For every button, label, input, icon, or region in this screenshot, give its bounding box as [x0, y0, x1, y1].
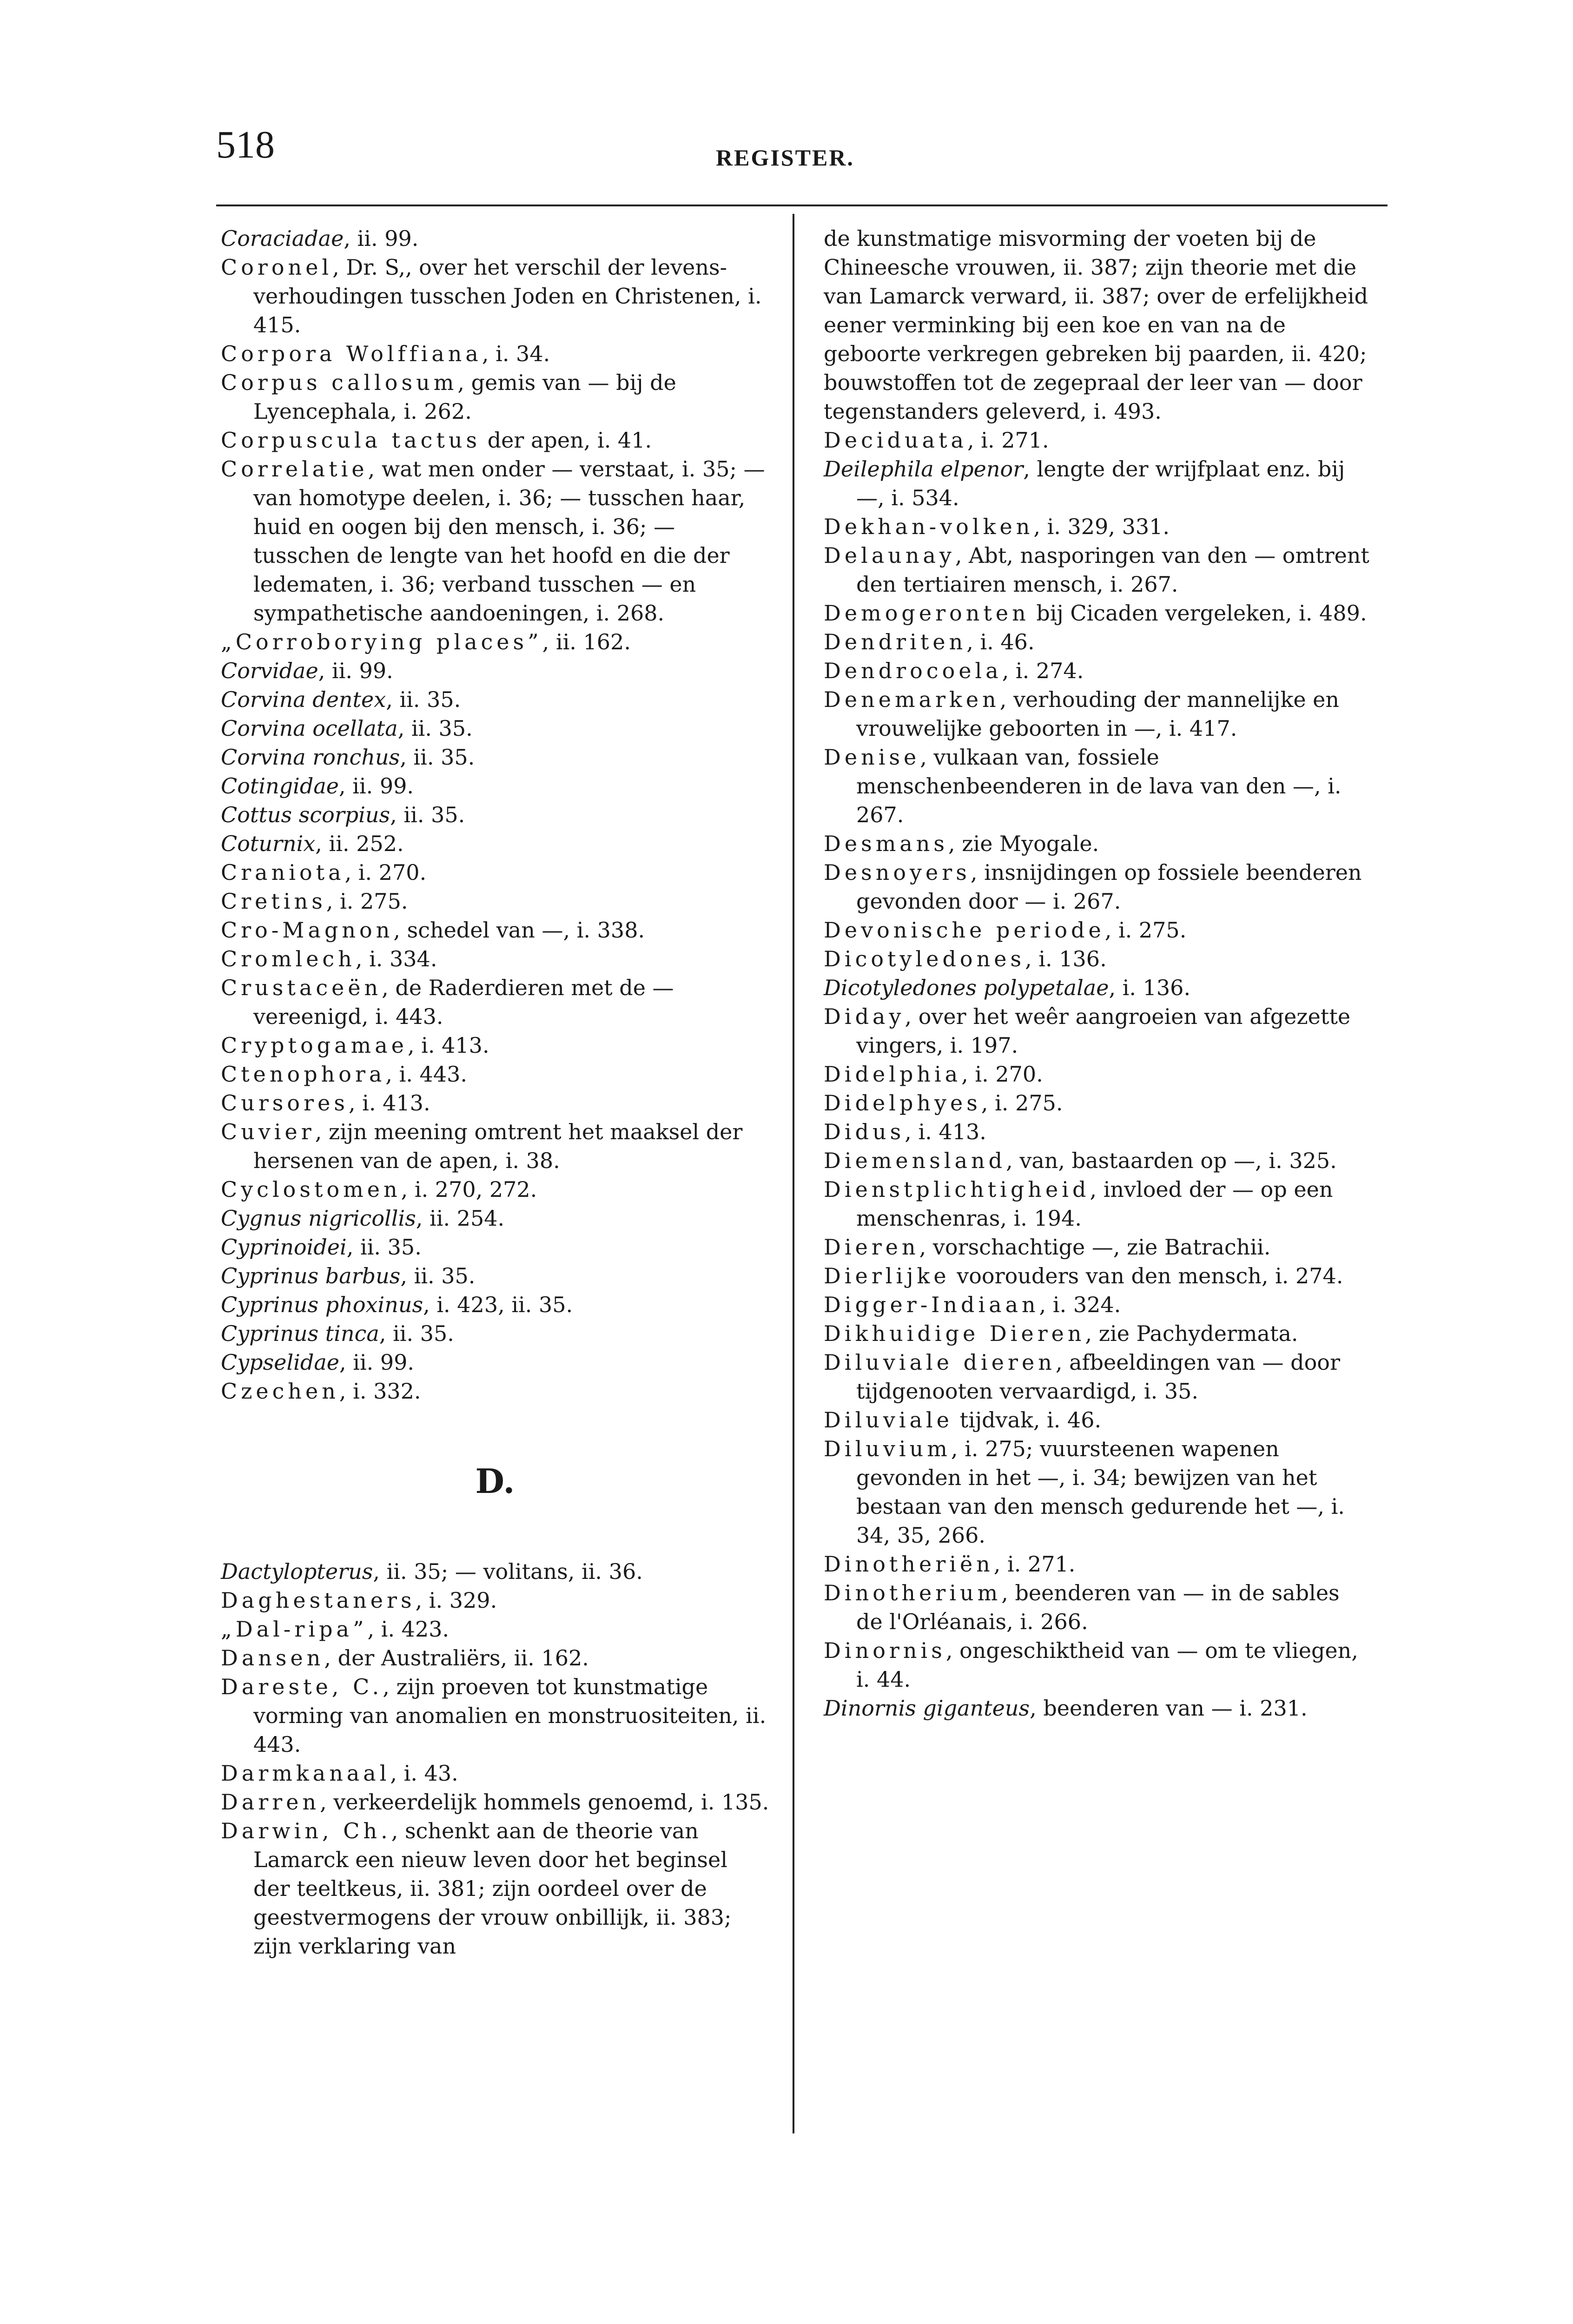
index-entry: [824, 224, 1372, 426]
entry-headword: Cyclostomen: [221, 1177, 401, 1202]
entry-headword: Denise: [824, 745, 920, 770]
entry-text: , i. 270.: [344, 860, 427, 885]
index-entry: [824, 1694, 1372, 1723]
entry-text: , i. 43.: [390, 1761, 458, 1786]
index-entry: [221, 858, 769, 887]
entry-text: , i. 324.: [1039, 1292, 1121, 1317]
entry-text: , ii. 99.: [318, 658, 393, 683]
entry-headword: Coraciadae: [221, 226, 344, 251]
index-entry: [221, 1615, 769, 1644]
entry-text: , invloed der — op een menschenras, i. 194.: [856, 1177, 1333, 1231]
index-entry: [221, 1261, 769, 1290]
entry-headword: Delaunay: [824, 543, 955, 568]
index-entry: [221, 829, 769, 858]
entry-text: tijdvak, i. 46.: [953, 1407, 1102, 1433]
entry-text: , ii. 35.: [400, 1263, 476, 1288]
index-entry: [824, 512, 1372, 541]
entry-headword: Corvina ronchus: [221, 745, 400, 770]
entry-headword: Dikhuidige Dieren: [824, 1321, 1085, 1346]
entry-text: , i. 443.: [385, 1062, 468, 1087]
page-number: 518: [216, 123, 275, 166]
index-entry: [221, 1089, 769, 1117]
entry-headword: Cretins: [221, 889, 326, 914]
entry-headword: Corvidae: [221, 658, 318, 683]
entry-headword: Dactylopterus: [221, 1559, 373, 1584]
entry-headword: Dinotherium: [824, 1580, 1002, 1605]
index-entry: [824, 973, 1372, 1002]
entry-text: , beenderen van — in de sables de l'Orléanais, i. 266.: [856, 1580, 1340, 1634]
entry-text: , insnijdingen op fossiele beenderen gevonden door — i. 267.: [856, 860, 1362, 914]
entry-text: , beenderen van — i. 231.: [1030, 1696, 1308, 1721]
index-entry: [824, 1089, 1372, 1117]
entry-text: , i. 413.: [348, 1090, 430, 1116]
entry-headword: Cursores: [221, 1090, 349, 1116]
entry-headword: Crustaceën: [221, 975, 382, 1000]
entry-headword: Desnoyers: [824, 860, 971, 885]
entry-headword: Dareste, C.: [221, 1674, 383, 1699]
index-entry: [824, 1348, 1372, 1406]
entry-text: , vulkaan van, fossiele menschenbeenderen in de lava van den —, i. 267.: [856, 745, 1342, 827]
right-column: [824, 224, 1372, 1723]
entry-headword: Cyprinus barbus: [221, 1263, 401, 1288]
entry-headword: Didelphyes: [824, 1090, 981, 1116]
entry-text: , i. 329, 331.: [1033, 514, 1170, 539]
entry-headword: Cygnus nigricollis: [221, 1206, 416, 1231]
index-entry: [824, 1233, 1372, 1261]
index-entry: [824, 1146, 1372, 1175]
index-entry: [824, 541, 1372, 599]
index-entry: [824, 627, 1372, 656]
index-entry: [221, 1377, 769, 1406]
entry-headword: Cuvier: [221, 1119, 315, 1144]
entry-text: , verhouding der mannelijke en vrouwelijke geboorten in —, i. 417.: [856, 687, 1340, 741]
entry-text: , ii. 35.: [346, 1235, 422, 1260]
entry-text: , i. 271.: [967, 428, 1049, 453]
index-entry: [221, 1788, 769, 1816]
entry-text: , i. 275.: [981, 1090, 1063, 1116]
entry-text: , i. 332.: [339, 1379, 421, 1404]
index-entry: [221, 1644, 769, 1672]
entry-text: , afbeeldingen van — door tijdgenooten vervaardigd, i. 35.: [856, 1350, 1340, 1404]
index-entry: [221, 455, 769, 627]
entry-text: , i. 334.: [355, 946, 437, 971]
entry-headword: Cypselidae: [221, 1350, 339, 1375]
index-entry: [824, 426, 1372, 455]
entry-text: , zijn proeven tot kunstmatige vorming van anomalien en monstruositeiten, ii. 443.: [253, 1674, 767, 1757]
entry-text: , i. 275; vuursteenen wapenen gevonden in het —, i. 34; bewijzen van het bestaan van den mensch gedurende het —, i. 34, 35, 266.: [856, 1436, 1345, 1548]
entry-text: , ii. 254.: [416, 1206, 505, 1231]
entry-text: , schedel van —, i. 338.: [393, 918, 645, 943]
entry-text: voorouders van den mensch, i. 274.: [950, 1263, 1343, 1288]
index-entry: [824, 1175, 1372, 1233]
entry-headword: Denemarken: [824, 687, 1000, 712]
index-entry: [221, 1204, 769, 1233]
index-entry: [221, 1060, 769, 1089]
index-entry: [221, 339, 769, 368]
index-entry: [221, 656, 769, 685]
entry-text: , de Raderdieren met de — vereenigd, i. 443.: [253, 975, 674, 1029]
index-entry: [221, 772, 769, 800]
index-entry: [221, 426, 769, 455]
entry-headword: Diday: [824, 1004, 905, 1029]
entry-headword: Dienstplichtigheid: [824, 1177, 1090, 1202]
entry-text: , gemis van — bij de Lyencephala, i. 262.: [253, 370, 676, 424]
entry-text: , i. 136.: [1109, 975, 1191, 1000]
entry-text: , ii. 252.: [315, 831, 404, 856]
entry-text: , i. 329.: [415, 1588, 497, 1613]
index-entry: [221, 1290, 769, 1319]
index-entry: [824, 743, 1372, 829]
index-entry: [824, 1578, 1372, 1636]
entry-headword: Corvina dentex: [221, 687, 386, 712]
entry-headword: Demogeronten: [824, 601, 1030, 626]
index-entry: [824, 1434, 1372, 1550]
index-entry: [824, 829, 1372, 858]
entry-text: , zie Pachydermata.: [1085, 1321, 1298, 1346]
entry-headword: Coronel: [221, 255, 333, 280]
entry-headword: Daghestaners: [221, 1588, 416, 1613]
index-entry: [824, 916, 1372, 944]
entry-text: , i. 270, 272.: [401, 1177, 537, 1202]
entry-headword: „Dal-ripa”: [221, 1617, 368, 1642]
entry-headword: Darwin, Ch.: [221, 1818, 391, 1843]
index-entry: [824, 1319, 1372, 1348]
entry-text: , i. 423.: [367, 1617, 449, 1642]
entry-headword: Cro-Magnon: [221, 918, 394, 943]
index-entry: [824, 1060, 1372, 1089]
entry-headword: Darren: [221, 1789, 320, 1815]
index-entry: [221, 1117, 769, 1175]
index-entry: [221, 1816, 769, 1961]
entry-text: , i. 34.: [482, 341, 550, 366]
index-entry: [824, 1002, 1372, 1060]
entry-headword: Diluviale dieren: [824, 1350, 1056, 1375]
entry-headword: Dinornis giganteus: [824, 1696, 1030, 1721]
entry-text: , zijn meening omtrent het maaksel der hersenen van de apen, i. 38.: [253, 1119, 743, 1173]
index-entry: [221, 1175, 769, 1204]
entry-text: , Abt, nasporingen van den — omtrent den tertiairen mensch, i. 267.: [856, 543, 1369, 597]
entry-headword: Coturnix: [221, 831, 316, 856]
entry-headword: Czechen: [221, 1379, 339, 1404]
entry-text: bij Cicaden vergeleken, i. 489.: [1029, 601, 1367, 626]
index-entry: [221, 1759, 769, 1788]
entry-text: , vorschachtige —, zie Batrachii.: [919, 1235, 1271, 1260]
entry-text: , i. 274.: [1002, 658, 1084, 683]
entry-text: , ii. 35.: [390, 802, 465, 827]
entry-headword: Desmans: [824, 831, 948, 856]
entry-text: , van, bastaarden op —, i. 325.: [1006, 1148, 1337, 1173]
entry-headword: Dinornis: [824, 1638, 946, 1663]
index-entry: [221, 1586, 769, 1615]
entry-headword: Dierlijke: [824, 1263, 950, 1288]
entry-headword: Cyprinus phoxinus: [221, 1292, 423, 1317]
index-entry: [824, 1550, 1372, 1578]
index-entry: [221, 887, 769, 916]
entry-text: , i. 136.: [1025, 946, 1107, 971]
entry-headword: Correlatie: [221, 456, 368, 482]
index-entry: [221, 800, 769, 829]
index-entry: [221, 944, 769, 973]
entry-headword: Deciduata: [824, 428, 967, 453]
entry-headword: Dendriten: [824, 629, 967, 654]
index-entry: [221, 1031, 769, 1060]
entry-headword: Craniota: [221, 860, 345, 885]
index-entry: [221, 1672, 769, 1759]
entry-headword: Corpus callosum: [221, 370, 458, 395]
index-entry: [824, 599, 1372, 627]
entry-headword: Deilephila elpenor: [824, 456, 1024, 482]
entry-headword: Cotingidae: [221, 773, 339, 799]
entry-text: der apen, i. 41.: [481, 428, 652, 453]
entry-headword: Ctenophora: [221, 1062, 386, 1087]
index-entry: [221, 1233, 769, 1261]
entry-headword: Cromlech: [221, 946, 356, 971]
entry-text: , verkeerdelijk hommels genoemd, i. 135.: [320, 1789, 769, 1815]
index-entry: [221, 1319, 769, 1348]
entry-text: , wat men onder — verstaat, i. 35; — van homotype deelen, i. 36; — tusschen haar, huid en oogen bij den mensch, i. 36; — tusschen de lengte van het hoofd en die der ledematen, i. 36; verband tusschen — en sympathetische aandoeningen, i. 268.: [253, 456, 765, 626]
index-entry: [221, 627, 769, 656]
entry-headword: Corpora Wolffiana: [221, 341, 482, 366]
running-head: REGISTER.: [716, 145, 854, 171]
entry-text: , zie Myogale.: [948, 831, 1099, 856]
entry-text: , over het weêr aangroeien van afgezette vingers, i. 197.: [856, 1004, 1351, 1058]
index-entry: [824, 1406, 1372, 1434]
entry-headword: Dicotyledones polypetalae: [824, 975, 1109, 1000]
entry-headword: Cyprinus tinca: [221, 1321, 379, 1346]
entry-headword: Didelphia: [824, 1062, 962, 1087]
entry-text: , der Australiërs, ii. 162.: [324, 1645, 589, 1670]
entry-headword: Cryptogamae: [221, 1033, 408, 1058]
entry-text: , i. 423, ii. 35.: [423, 1292, 573, 1317]
entry-text: , ii. 162.: [542, 629, 631, 654]
entry-headword: „Corroborying places”: [221, 629, 542, 654]
entry-text: de kunstmatige misvorming der voeten bij de Chineesche vrouwen, ii. 387; zijn theorie met die van Lamarck verward, ii. 387; over de erfelijkheid eener verminking bij een koe en van na de geboorte verkregen gebreken bij paarden, ii. 420; bouwstoffen tot de zegepraal der leer van — door tegenstanders geleverd, i. 493.: [824, 226, 1368, 424]
entry-text: , i. 270.: [961, 1062, 1043, 1087]
entry-text: , i. 413.: [407, 1033, 489, 1058]
entry-text: , ii. 35.: [379, 1321, 454, 1346]
entry-text: , schenkt aan de theorie van Lamarck een nieuw leven door het beginsel der teeltkeus, ii. 381; zijn oordeel over de geestvermogens der vrouw onbillijk, ii. 383; zijn verklaring van: [253, 1818, 732, 1959]
entry-headword: Darmkanaal: [221, 1761, 390, 1786]
index-entry: [824, 1117, 1372, 1146]
entry-headword: Dinotheriën: [824, 1552, 994, 1577]
entry-headword: Diluviale: [824, 1407, 953, 1433]
entry-headword: Devonische periode: [824, 918, 1105, 943]
entry-text: , ii. 35; — volitans, ii. 36.: [373, 1559, 643, 1584]
entry-text: , ii. 99.: [344, 226, 419, 251]
index-entry: [221, 743, 769, 772]
entry-headword: Cyprinoidei: [221, 1235, 347, 1260]
index-entry: [221, 973, 769, 1031]
index-entry: [221, 1348, 769, 1377]
entry-text: , i. 413.: [905, 1119, 986, 1144]
entry-text: , ii. 99.: [339, 1350, 415, 1375]
column-divider: [793, 214, 794, 2133]
entry-text: , Dr. S,, over het verschil der levens-verhoudingen tusschen Joden en Christenen, i. 415.: [253, 255, 762, 337]
entry-text: , i. 275.: [1104, 918, 1187, 943]
section-letter: D.: [475, 1461, 515, 1501]
index-entry: [221, 714, 769, 743]
entry-headword: Didus: [824, 1119, 905, 1144]
index-entry: [824, 656, 1372, 685]
index-entry: [824, 1261, 1372, 1290]
index-entry: [824, 858, 1372, 916]
index-entry: [221, 685, 769, 714]
entry-text: , ii. 35.: [397, 716, 473, 741]
entry-headword: Corpuscula tactus: [221, 428, 481, 453]
entry-headword: Dieren: [824, 1235, 919, 1260]
index-entry: [221, 916, 769, 944]
entry-text: , lengte der wrijfplaat enz. bij —, i. 534.: [856, 456, 1345, 510]
header-rule: [216, 205, 1388, 206]
entry-text: , ii. 35.: [400, 745, 475, 770]
entry-text: , i. 275.: [326, 889, 408, 914]
entry-text: , ongeschiktheid van — om te vliegen, i. 44.: [856, 1638, 1358, 1692]
index-entry: [824, 685, 1372, 743]
entry-text: , ii. 35.: [386, 687, 461, 712]
entry-text: , ii. 99.: [338, 773, 414, 799]
entry-text: , i. 271.: [993, 1552, 1076, 1577]
index-entry: [221, 1557, 769, 1586]
index-entry: [824, 944, 1372, 973]
entry-headword: Diemensland: [824, 1148, 1006, 1173]
index-entry: [221, 368, 769, 426]
index-entry: [824, 1636, 1372, 1694]
entry-headword: Dekhan-volken: [824, 514, 1034, 539]
index-entry: [824, 455, 1372, 512]
entry-headword: Dendrocoela: [824, 658, 1002, 683]
entry-headword: Digger-Indiaan: [824, 1292, 1039, 1317]
entry-headword: Diluvium: [824, 1436, 951, 1461]
left-column: [221, 224, 769, 1961]
entry-headword: Dansen: [221, 1645, 324, 1670]
entry-headword: Cottus scorpius: [221, 802, 390, 827]
index-entry: [824, 1290, 1372, 1319]
index-entry: [221, 224, 769, 253]
entry-text: , i. 46.: [966, 629, 1035, 654]
entry-headword: Corvina ocellata: [221, 716, 398, 741]
index-entry: [221, 253, 769, 339]
entry-headword: Dicotyledones: [824, 946, 1025, 971]
